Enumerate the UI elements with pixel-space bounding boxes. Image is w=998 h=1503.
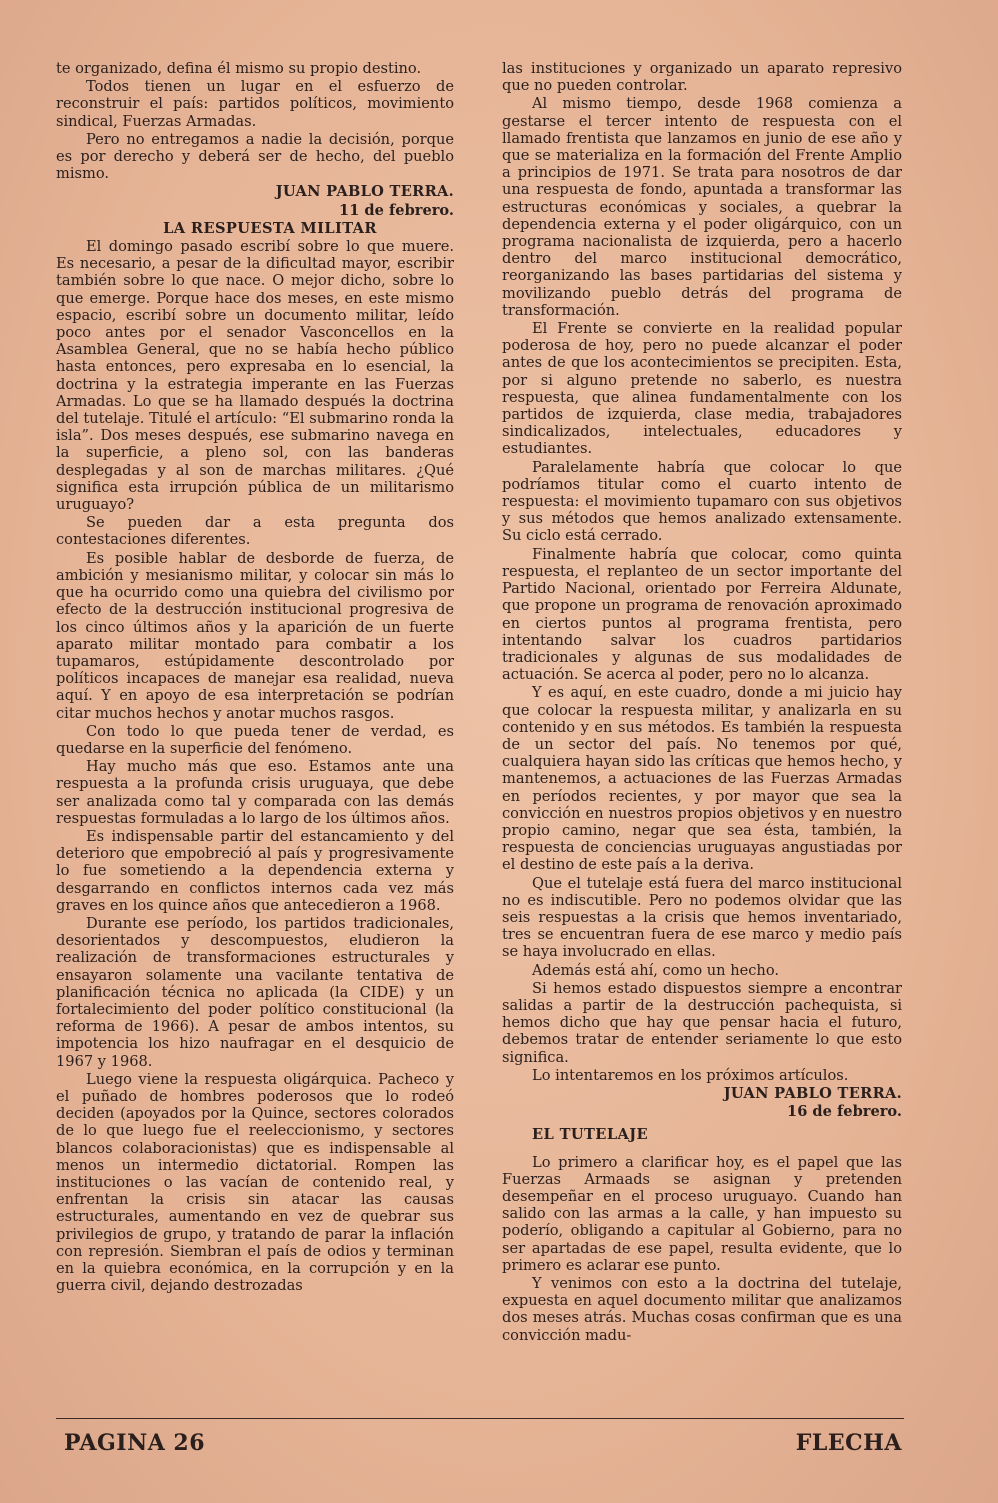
paragraph: Es posible hablar de desborde de fuerza, de ambición y mesianismo militar, y colocar sin más lo que ha ocurrido como una quiebra del civilismo por efecto de la destrucción institucional progresiva de los cinco últimos años y la aparición de un fuerte aparato militar montado para combatir a los tupamaros, estúpidamente descontrolado por políticos incapaces de manejar esa realidad, nueva aquí. Y en apoyo de esa interpretación se podrían citar muchos hechos y anotar muchos rasgos.: [56, 549, 454, 722]
paragraph: Que el tutelaje está fuera del marco institucional no es indiscutible. Pero no podemos olvidar que las seis respuestas a la crisis que hemos inventariado, tres se encuentran fuera de ese marco y medio país se haya involucrado en ellas.: [502, 874, 902, 961]
signature-date: 11 de febrero.: [339, 201, 454, 219]
paragraph: las instituciones y organizado un aparato represivo que no pueden controlar.: [502, 60, 902, 95]
paragraph: Si hemos estado dispuestos siempre a encontrar salidas a partir de la destrucción pachequista, si hemos dicho que hay que pensar hacia el futuro, debemos tratar de entender seriamente lo que esto significa.: [502, 979, 902, 1066]
signature-date: 16 de febrero.: [787, 1103, 902, 1121]
paragraph: Se pueden dar a esta pregunta dos contestaciones diferentes.: [56, 514, 454, 549]
section-heading: LA RESPUESTA MILITAR: [163, 219, 377, 237]
paragraph: Paralelamente habría que colocar lo que podríamos titular como el cuarto intento de respuesta: el movimiento tupamaro con sus objetivos y sus métodos que hemos analizado extensamente. Su ciclo está cerrado.: [502, 458, 902, 545]
section-heading: EL TUTELAJE: [532, 1126, 649, 1144]
paragraph: Y venimos con esto a la doctrina del tutelaje, expuesta en aquel documento militar que analizamos dos meses atrás. Muchas cosas confirman que es una convicción madu-: [502, 1275, 902, 1344]
author-signature: JUAN PABLO TERRA.: [275, 183, 454, 201]
paragraph: Hay mucho más que eso. Estamos ante una respuesta a la profunda crisis uruguaya, que debe ser analizada como tal y comparada con las demás respuestas formuladas a lo largo de los últimos años.: [56, 758, 454, 827]
left-column: [56, 60, 454, 1295]
footer-rule: [56, 1418, 904, 1419]
paragraph: El domingo pasado escribí sobre lo que muere. Es necesario, a pesar de la dificultad mayor, escribir también sobre lo que nace. O mejor dicho, sobre lo que emerge. Porque hace dos meses, en este mismo espacio, escribí sobre un documento militar, leído poco antes por el senador Vasconcellos en la Asamblea General, que no se había hecho público hasta entonces, pero expresaba en lo esencial, la doctrina y la estrategia imperante en las Fuerzas Armadas. Lo que se ha llamado después la doctrina del tutelaje. Titulé el artículo: “El submarino ronda la isla”. Dos meses después, ese submarino navega en la superficie, a pleno sol, con las banderas desplegadas y al son de marchas militares. ¿Qué significa esta irrupción pública de un militarismo uruguayo?: [56, 238, 454, 514]
author-signature: JUAN PABLO TERRA.: [723, 1084, 902, 1102]
paragraph: Lo intentaremos en los próximos artículos.: [532, 1066, 849, 1084]
page-number: PAGINA 26: [64, 1430, 206, 1456]
paragraph: Lo primero a clarificar hoy, es el papel que las Fuerzas Armaads se asignan y pretenden desempeñar en el proceso uruguayo. Cuando han salido con las armas a la calle, y han impuesto su poderío, obligando a capitular al Gobierno, para no ser apartadas de ese papel, resulta evidente, que lo primero es aclarar ese punto.: [502, 1153, 902, 1274]
paragraph: Con todo lo que pueda tener de verdad, es quedarse en la superficie del fenómeno.: [56, 722, 454, 757]
paragraph: te organizado, defina él mismo su propio destino.: [56, 60, 422, 77]
paragraph: Y es aquí, en este cuadro, donde a mi juicio hay que colocar la respuesta militar, y analizarla en su contenido y en sus métodos. Es también la respuesta de un sector del país. No tenemos por qué, cualquiera hayan sido las críticas que hemos hecho, y mantenemos, a actuaciones de las Fuerzas Armadas en períodos recientes, y por mayor que sea la convicción en nuestros propios objetivos y en nuestro propio camino, negar que sea ésta, también, la respuesta de conciencias uruguayas angustiadas por el destino de este país a la deriva.: [502, 684, 902, 874]
publication-name: FLECHA: [795, 1430, 902, 1456]
paragraph: Además está ahí, como un hecho.: [532, 961, 779, 979]
paragraph: Todos tienen un lugar en el esfuerzo de reconstruir el país: partidos políticos, movimiento sindical, Fuerzas Armadas.: [56, 78, 454, 130]
paragraph: Es indispensable partir del estancamiento y del deterioro que empobreció al país y progresivamente lo fue sometiendo a la dependencia externa y desgarrando en conflictos internos cada vez más graves en los quince años que antecedieron a 1968.: [56, 827, 454, 914]
paragraph: Pero no entregamos a nadie la decisión, porque es por derecho y deberá ser de hecho, del pueblo mismo.: [56, 130, 454, 183]
paragraph: Al mismo tiempo, desde 1968 comienza a gestarse el tercer intento de respuesta con el llamado frentista que lanzamos en junio de ese año y que se materializa en la formación del Frente Amplio a principios de 1971. Se trata para nosotros de dar una respuesta de fondo, apuntada a transformar las estructuras económicas y sociales, a quebrar la dependencia externa y el poder oligárquico, con un programa nacionalista de izquierda, pero a hacerlo dentro del marco institucional democrático, reorganizando las bases partidarias del sistema y movilizando pueblo detrás del programa de transformación.: [502, 95, 902, 319]
paragraph: El Frente se convierte en la realidad popular poderosa de hoy, pero no puede alcanzar el poder antes de que los acontecimientos se precipiten. Esta, por si alguno pretende no saberlo, es nuestra respuesta, que alinea fundamentalmente con los partidos de izquierda, clase media, trabajadores sindicalizados, intelectuales, educadores y estudiantes.: [502, 320, 902, 458]
right-column: [502, 60, 902, 1345]
paragraph: Durante ese período, los partidos tradicionales, desorientados y descompuestos, eludieron la realización de transformaciones estructurales y ensayaron solamente una vacilante tentativa de planificación técnica no aplicada (la CIDE) y un fortalecimiento del poder político constitucional (la reforma de 1966). A pesar de ambos intentos, su impotencia los hizo naufragar en el desquicio de 1967 y 1968.: [56, 914, 454, 1070]
paragraph: Luego viene la respuesta oligárquica. Pacheco y el puñado de hombres poderosos que lo rodeó deciden (apoyados por la Quince, sectores colorados de lo que luego fue el reeleccionismo, y sectores blancos colaboracionistas) que es indispensable al menos un intermedio dictatorial. Rompen las instituciones o las vacían de contenido real, y enfrentan la crisis sin atacar las causas estructurales, aumentando en vez de quebrar sus privilegios de grupo, y tratando de parar la inflación con represión. Siembran el país de odios y terminan en la quiebra económica, en la corrupción y en la guerra civil, dejando destrozadas: [56, 1070, 454, 1295]
paragraph: Finalmente habría que colocar, como quinta respuesta, el replanteo de un sector importante del Partido Nacional, orientado por Ferreira Aldunate, que propone un programa de renovación aproximado en ciertos puntos al programa frentista, pero intentando salvar los cuadros partidarios tradicionales y algunas de sus modalidades de actuación. Se acerca al poder, pero no lo alcanza.: [502, 545, 902, 684]
